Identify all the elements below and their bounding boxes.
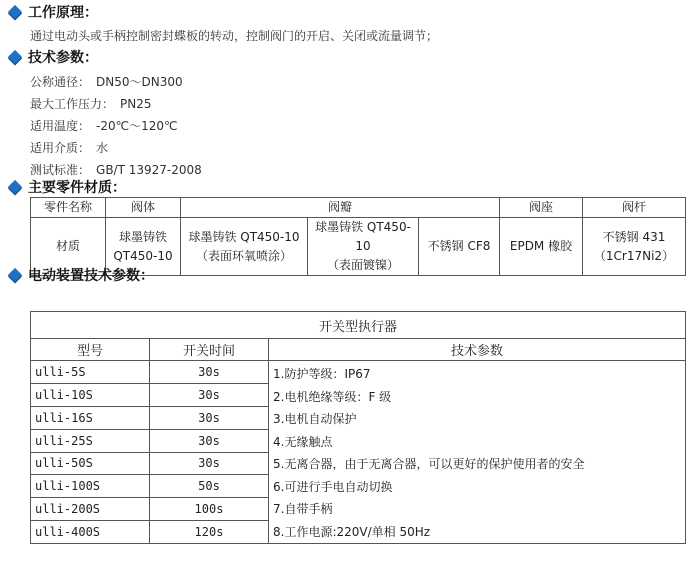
param-value: GB/T 13927-2008 (96, 163, 202, 177)
time-cell: 30s (150, 429, 269, 452)
header-cell: 阀座 (500, 198, 583, 218)
principle-heading (6, 3, 98, 21)
cell-line: 球墨铸铁 QT450-10 (188, 229, 300, 244)
param-value: 水 (96, 141, 109, 155)
spec-item: 6.可进行手电自动切换 (273, 479, 393, 494)
time-cell: 30s (150, 383, 269, 406)
actuator-table (30, 311, 686, 544)
spec-item: 5.无离合器，由于无离合器，可以更好的保护使用者的安全 (273, 457, 585, 471)
model-cell: ulli-50S (31, 452, 150, 475)
spec-item: 7.自带手柄 (273, 502, 333, 516)
param-label: 公称通径： (30, 75, 91, 89)
param-label: 最大工作压力： (30, 97, 115, 111)
spec-item: 3.电机自动保护 (273, 412, 357, 426)
spec-item: 8.工作电源:220V/单相 50Hz (273, 524, 431, 539)
principle-title: 工作原理： (28, 5, 98, 21)
principle-text: 通过电动头或手柄控制密封蝶板的转动，控制阀门的开启、关闭或流量调节； (30, 29, 439, 43)
time-cell: 30s (150, 406, 269, 429)
param-nominal-diameter (30, 73, 183, 90)
param-max-pressure (30, 95, 152, 112)
spec-item: 4.无缘触点 (273, 434, 333, 449)
materials-heading (6, 178, 126, 196)
table-row (31, 312, 686, 339)
params-heading (6, 48, 98, 66)
specs-cell (269, 361, 686, 544)
cell-line: （表面环氧喷涂） (195, 248, 292, 263)
model-cell: ulli-25S (31, 429, 150, 452)
cell-line: 球墨铸铁 (118, 229, 167, 244)
row-label-cell: 材质 (31, 218, 106, 276)
model-cell: ulli-200S (31, 498, 150, 521)
diamond-bullet-icon (8, 268, 22, 282)
param-label: 测试标准： (30, 163, 91, 177)
spec-item: 2.电机绝缘等级：F 级 (273, 389, 392, 404)
table-row (31, 361, 686, 384)
param-test-standard (30, 161, 202, 178)
cell-line: （表面镀镍） (326, 258, 399, 272)
time-cell: 30s (150, 452, 269, 475)
diamond-bullet-icon (8, 50, 22, 64)
diamond-bullet-icon (8, 180, 22, 194)
param-temperature (30, 117, 177, 134)
disc-material-cell: 不锈钢 CF8 (419, 218, 500, 276)
param-label: 适用介质： (30, 141, 91, 155)
model-cell: ulli-10S (31, 383, 150, 406)
cell-line: 不锈钢 431 (602, 229, 666, 244)
model-cell: ulli-400S (31, 521, 150, 544)
table-row (31, 339, 686, 361)
electric-heading (6, 266, 154, 284)
spec-item: 1.防护等级：IP67 (273, 367, 371, 381)
params-title: 技术参数： (28, 50, 98, 66)
header-cell: 阀瓣 (181, 198, 500, 218)
actuator-table-title: 开关型执行器 (31, 312, 686, 339)
param-medium (30, 139, 108, 156)
cell-line: 球墨铸铁 QT450-10 (315, 220, 411, 253)
time-cell: 100s (150, 498, 269, 521)
disc-material-cell (181, 218, 308, 276)
time-cell: 120s (150, 521, 269, 544)
param-value: -20℃～120℃ (96, 119, 178, 133)
electric-title: 电动装置技术参数： (28, 268, 154, 284)
cell-line: QT450-10 (113, 248, 173, 263)
model-cell: ulli-16S (31, 406, 150, 429)
disc-material-cell (308, 218, 419, 276)
table-row (31, 198, 686, 218)
stem-material-cell (583, 218, 686, 276)
model-cell: ulli-5S (31, 361, 150, 384)
header-cell: 零件名称 (31, 198, 106, 218)
header-cell: 技术参数 (269, 339, 686, 361)
param-value: PN25 (120, 97, 152, 111)
materials-title: 主要零件材质： (28, 180, 126, 196)
header-cell: 阀体 (106, 198, 181, 218)
diamond-bullet-icon (8, 5, 22, 19)
time-cell: 30s (150, 361, 269, 384)
seat-material-cell: EPDM 橡胶 (500, 218, 583, 276)
cell-line: （1Cr17Ni2） (593, 248, 675, 263)
header-cell: 开关时间 (150, 339, 269, 361)
header-cell: 阀杆 (583, 198, 686, 218)
time-cell: 50s (150, 475, 269, 498)
model-cell: ulli-100S (31, 475, 150, 498)
header-cell: 型号 (31, 339, 150, 361)
param-label: 适用温度： (30, 119, 91, 133)
param-value: DN50～DN300 (96, 75, 183, 89)
